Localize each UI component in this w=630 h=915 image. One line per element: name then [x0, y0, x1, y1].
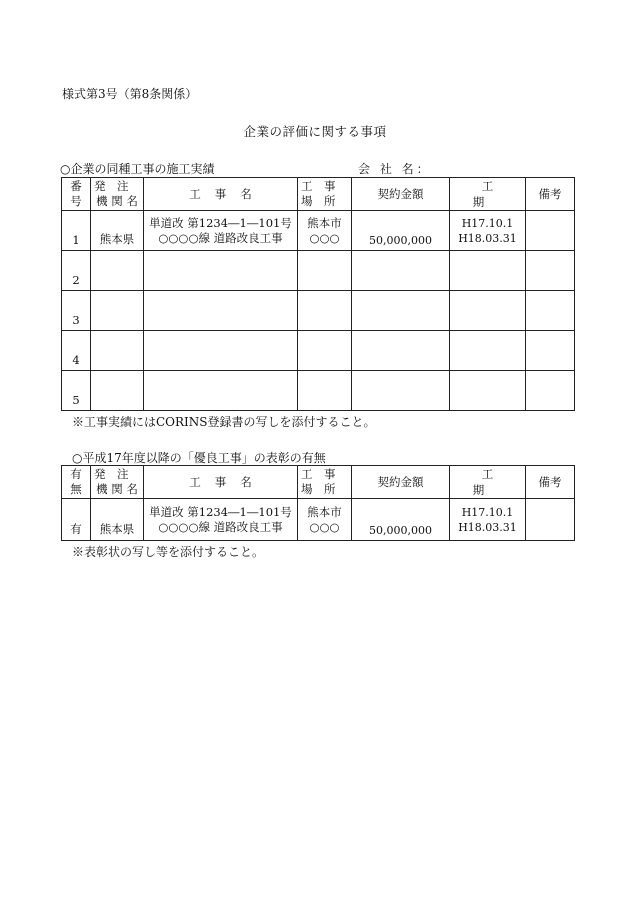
row-work-name	[144, 371, 298, 411]
header-period: 工期	[450, 466, 526, 499]
row-site: 熊本市 ○○○	[298, 499, 352, 541]
form-number: 様式第3号（第8条関係）	[62, 87, 198, 101]
row-number: 1	[62, 211, 91, 251]
section1-heading: ○企業の同種工事の施工実績	[60, 162, 215, 176]
row-site	[298, 331, 352, 371]
row-amount	[352, 291, 450, 331]
document-title: 企業の評価に関する事項	[243, 124, 387, 139]
row-period: H17.10.1 H18.03.31	[450, 499, 526, 541]
header-site: 工 事 場 所	[298, 466, 352, 499]
row-period	[450, 371, 526, 411]
header-remarks: 備考	[526, 178, 575, 211]
table-row	[62, 499, 575, 541]
header-amount: 契約金額	[352, 178, 450, 211]
header-work-name: 工事名	[144, 466, 298, 499]
row-number: 2	[62, 251, 91, 291]
row-work-name	[144, 331, 298, 371]
row-amount	[352, 331, 450, 371]
row-agency: 熊本県	[91, 499, 144, 541]
row-site: 熊本市 ○○○	[298, 211, 352, 251]
row-award-flag: 有	[62, 499, 91, 541]
row-remarks	[526, 211, 575, 251]
row-agency	[91, 331, 144, 371]
header-agency: 発 注 機 関 名	[91, 466, 144, 499]
header-amount: 契約金額	[352, 466, 450, 499]
row-agency	[91, 291, 144, 331]
row-remarks	[526, 291, 575, 331]
section1-note: ※工事実績にはCORINS登録書の写しを添付すること。	[72, 415, 376, 429]
row-agency: 熊本県	[91, 211, 144, 251]
row-amount	[352, 371, 450, 411]
row-remarks	[526, 499, 575, 541]
header-remarks: 備考	[526, 466, 575, 499]
row-work-name: 単道改 第1234―1―101号 ○○○○線 道路改良工事	[144, 499, 298, 541]
section2-heading: ○平成17年度以降の「優良工事」の表彰の有無	[72, 451, 326, 465]
row-number: 5	[62, 371, 91, 411]
header-site: 工 事 場 所	[298, 178, 352, 211]
row-number: 4	[62, 331, 91, 371]
table-row	[62, 251, 575, 291]
row-remarks	[526, 371, 575, 411]
row-number: 3	[62, 291, 91, 331]
award-record-table	[61, 465, 575, 541]
row-agency	[91, 371, 144, 411]
construction-record-table	[61, 177, 575, 411]
table-row	[62, 291, 575, 331]
row-site	[298, 371, 352, 411]
company-name-label: 会 社 名：	[358, 162, 432, 176]
header-award-flag: 有 無	[62, 466, 91, 499]
table-header-row	[62, 466, 575, 499]
row-remarks	[526, 331, 575, 371]
row-amount	[352, 251, 450, 291]
row-amount: 50,000,000	[352, 499, 450, 541]
table-row	[62, 211, 575, 251]
table-row	[62, 371, 575, 411]
row-site	[298, 291, 352, 331]
row-site	[298, 251, 352, 291]
header-period: 工期	[450, 178, 526, 211]
row-amount: 50,000,000	[352, 211, 450, 251]
table-header-row	[62, 178, 575, 211]
row-agency	[91, 251, 144, 291]
row-period	[450, 251, 526, 291]
header-number: 番 号	[62, 178, 91, 211]
header-agency: 発 注 機 関 名	[91, 178, 144, 211]
row-work-name: 単道改 第1234―1―101号 ○○○○線 道路改良工事	[144, 211, 298, 251]
header-work-name: 工事名	[144, 178, 298, 211]
section2-note: ※表彰状の写し等を添付すること。	[72, 545, 265, 559]
row-period	[450, 291, 526, 331]
row-work-name	[144, 291, 298, 331]
table-row	[62, 331, 575, 371]
row-period	[450, 331, 526, 371]
row-period: H17.10.1 H18.03.31	[450, 211, 526, 251]
row-remarks	[526, 251, 575, 291]
row-work-name	[144, 251, 298, 291]
